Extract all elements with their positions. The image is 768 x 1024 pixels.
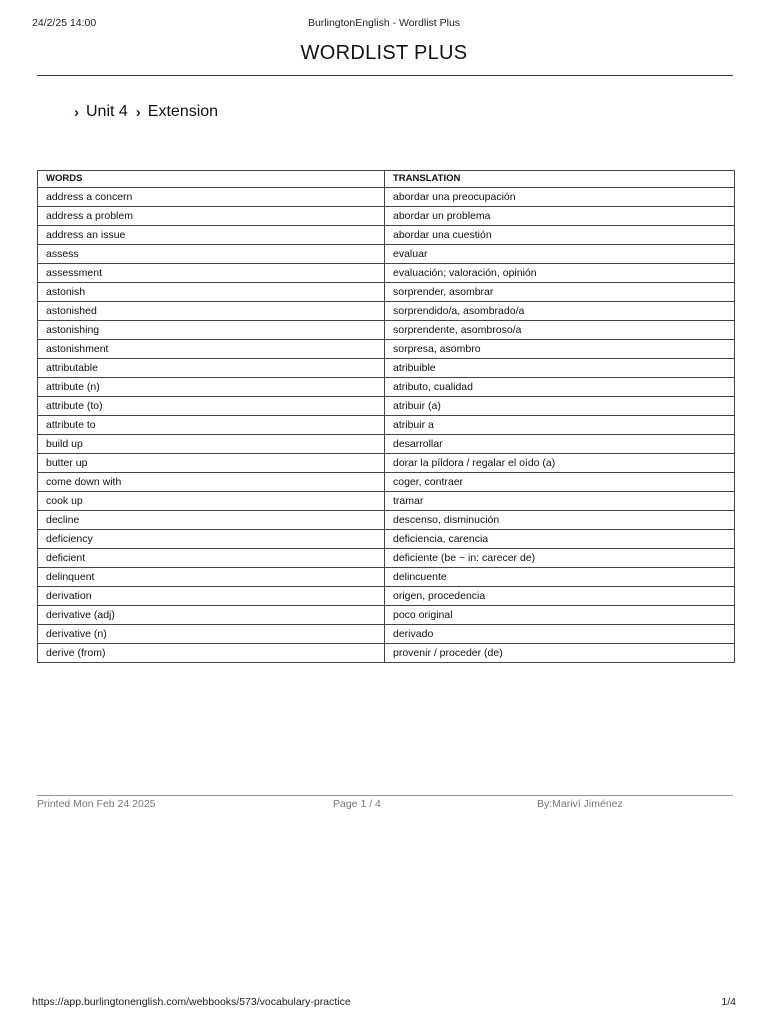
table-row [38,378,735,397]
breadcrumb [74,103,226,121]
word-cell: delinquent [38,568,385,587]
translation-cell: evaluación; valoración, opinión [385,264,735,283]
wordlist-body [38,188,735,663]
word-cell: deficiency [38,530,385,549]
word-cell: come down with [38,473,385,492]
translation-cell: delincuente [385,568,735,587]
table-row [38,321,735,340]
breadcrumb-section[interactable]: Extension [147,103,219,120]
translation-cell: atributo, cualidad [385,378,735,397]
word-cell: attributable [38,359,385,378]
word-cell: decline [38,511,385,530]
word-cell: deficient [38,549,385,568]
table-row [38,644,735,663]
word-cell: address a concern [38,188,385,207]
word-cell: attribute (n) [38,378,385,397]
print-url: https://app.burlingtonenglish.com/webbooks/573/vocabulary-practice [32,996,351,1008]
translation-cell: dorar la píldora / regalar el oído (a) [385,454,735,473]
translation-cell: coger, contraer [385,473,735,492]
translation-cell: provenir / proceder (de) [385,644,735,663]
print-document-title: BurlingtonEnglish - Wordlist Plus [307,17,461,29]
translation-cell: evaluar [385,245,735,264]
author-byline: By:Mariví Jiménez [537,798,623,810]
translation-cell: deficiencia, carencia [385,530,735,549]
table-row [38,416,735,435]
word-cell: attribute to [38,416,385,435]
table-row [38,359,735,378]
translation-cell: abordar un problema [385,207,735,226]
chevron-right-icon: › [74,103,79,121]
word-cell: address a problem [38,207,385,226]
table-header-row [38,171,735,188]
word-cell: derivative (n) [38,625,385,644]
chevron-right-icon: › [135,103,141,121]
word-cell: address an issue [38,226,385,245]
table-row [38,568,735,587]
table-row [38,454,735,473]
word-cell: assessment [38,264,385,283]
word-cell: derivation [38,587,385,606]
table-row [38,606,735,625]
word-cell: astonished [38,302,385,321]
translation-cell: origen, procedencia [385,587,735,606]
words-column-header: WORDS [38,171,385,188]
translation-cell: sorpresa, asombro [385,340,735,359]
page-number: Page 1 / 4 [333,798,381,810]
word-cell: attribute (to) [38,397,385,416]
table-row [38,188,735,207]
wordlist-table [37,170,735,663]
word-cell: astonishing [38,321,385,340]
title-divider [37,75,733,76]
footer-divider [37,795,733,796]
table-row [38,207,735,226]
word-cell: build up [38,435,385,454]
print-datetime: 24/2/25 14:00 [32,17,97,29]
print-page-count: 1/4 [721,996,736,1008]
breadcrumb-unit[interactable]: Unit 4 [86,103,128,120]
table-row [38,302,735,321]
word-cell: astonishment [38,340,385,359]
translation-cell: sorprendido/a, asombrado/a [385,302,735,321]
table-row [38,435,735,454]
translation-cell: deficiente (be ~ in: carecer de) [385,549,735,568]
translation-cell: atribuir a [385,416,735,435]
translation-cell: atribuir (a) [385,397,735,416]
table-row [38,549,735,568]
table-row [38,226,735,245]
translation-cell: abordar una cuestión [385,226,735,245]
translation-cell: sorprendente, asombroso/a [385,321,735,340]
word-cell: derive (from) [38,644,385,663]
translation-cell: poco original [385,606,735,625]
table-row [38,587,735,606]
table-row [38,530,735,549]
word-cell: assess [38,245,385,264]
table-row [38,245,735,264]
translation-cell: descenso, disminución [385,511,735,530]
word-cell: cook up [38,492,385,511]
translation-cell: abordar una preocupación [385,188,735,207]
word-cell: astonish [38,283,385,302]
table-row [38,283,735,302]
translation-cell: atribuible [385,359,735,378]
printed-date: Printed Mon Feb 24 2025 [37,798,156,810]
table-row [38,340,735,359]
table-row [38,397,735,416]
translation-cell: sorprender, asombrar [385,283,735,302]
page-title: WORDLIST PLUS [300,42,468,64]
table-row [38,264,735,283]
word-cell: butter up [38,454,385,473]
table-row [38,473,735,492]
translation-cell: derivado [385,625,735,644]
word-cell: derivative (adj) [38,606,385,625]
translation-cell: tramar [385,492,735,511]
translation-column-header: TRANSLATION [385,171,735,188]
table-row [38,625,735,644]
translation-cell: desarrollar [385,435,735,454]
table-row [38,492,735,511]
table-row [38,511,735,530]
